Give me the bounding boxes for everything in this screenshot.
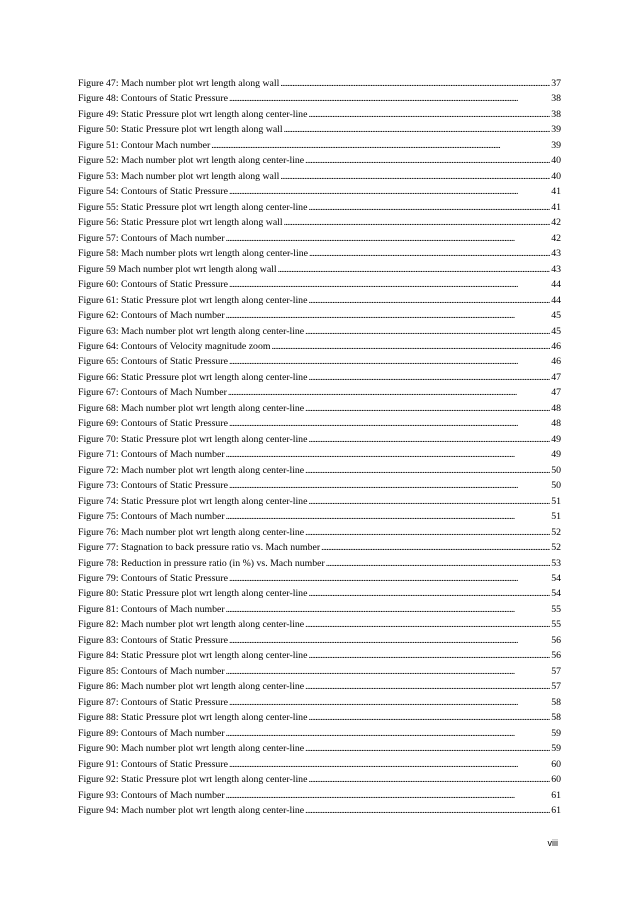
toc-entry-page: 42 [551,232,561,244]
toc-entry[interactable] [78,339,561,354]
toc-entry-label: Figure 89: Contours of Mach number [78,727,225,739]
toc-entry-page: 59 [551,743,561,755]
toc-entry[interactable] [78,757,561,772]
toc-entry-page: 58 [551,696,561,708]
toc-entry-page: 49 [551,433,561,445]
toc-entry-page: 53 [551,557,561,569]
toc-entry-label: Figure 75: Contours of Mach number [78,511,225,523]
dot-leader [284,215,551,230]
toc-entry[interactable] [78,122,561,137]
toc-entry-page: 48 [551,402,561,414]
toc-entry[interactable] [78,726,561,741]
dot-leader [321,540,550,555]
toc-entry[interactable] [78,463,561,478]
toc-entry[interactable] [78,710,561,725]
dot-leader [280,76,550,91]
toc-entry-page: 43 [551,263,561,275]
toc-entry-page: 51 [551,495,561,507]
dot-leader [226,602,551,617]
dot-leader [305,153,550,168]
toc-entry-label: Figure 83: Contours of Static Pressure [78,634,228,646]
toc-entry-label: Figure 55: Static Pressure plot wrt length along center-line [78,201,308,213]
toc-entry-label: Figure 65: Contours of Static Pressure [78,356,228,368]
toc-entry-label: Figure 54: Contours of Static Pressure [78,186,228,198]
toc-entry-label: Figure 94: Mach number plot wrt length along center-line [78,805,305,817]
dot-leader [229,571,550,586]
toc-entry-page: 52 [551,542,561,554]
dot-leader [308,494,550,509]
toc-entry-page: 43 [551,248,561,260]
dot-leader [226,664,551,679]
toc-entry[interactable] [78,664,561,679]
dot-leader [308,432,550,447]
dot-leader [284,122,551,137]
toc-entry-page: 37 [551,78,561,89]
toc-entry[interactable] [78,138,561,153]
dot-leader [226,726,551,741]
toc-entry-label: Figure 57: Contours of Mach number [78,232,225,244]
dot-leader [229,757,550,772]
toc-entry-label: Figure 56: Static Pressure plot wrt length along wall [78,217,283,229]
toc-entry[interactable] [78,648,561,663]
toc-entry-label: Figure 92: Static Pressure plot wrt length along center-line [78,774,308,786]
toc-entry[interactable] [78,602,561,617]
dot-leader [308,586,550,601]
toc-entry[interactable] [78,586,561,601]
toc-entry[interactable] [78,617,561,632]
dot-leader [229,695,550,710]
toc-entry[interactable] [78,324,561,339]
toc-entry-label: Figure 78: Reduction in pressure ratio (in %) vs. Mach number [78,557,325,569]
toc-entry[interactable] [78,293,561,308]
dot-leader [226,308,551,323]
dot-leader [305,463,550,478]
dot-leader [308,107,550,122]
dot-leader [280,169,550,184]
toc-entry-label: Figure 93: Contours of Mach number [78,789,225,801]
toc-entry-label: Figure 48: Contours of Static Pressure [78,93,228,105]
toc-entry-page: 55 [551,603,561,615]
toc-entry-page: 39 [551,124,561,136]
toc-entry-page: 54 [551,573,561,584]
dot-leader [229,416,550,431]
toc-entry[interactable] [78,246,561,261]
toc-entry-label: Figure 86: Mach number plot wrt length along center-line [78,681,305,693]
dot-leader [305,803,550,818]
toc-entry-label: Figure 76: Mach number plot wrt length along center-line [78,526,305,538]
toc-entry[interactable] [78,277,561,292]
toc-entry-page: 50 [551,480,561,492]
toc-entry[interactable] [78,633,561,648]
list-of-figures [78,76,561,819]
toc-entry-label: Figure 84: Static Pressure plot wrt length along center-line [78,650,308,662]
dot-leader [226,788,551,803]
toc-entry-label: Figure 53: Mach number plot wrt length along wall [78,170,280,182]
toc-entry-label: Figure 52: Mach number plot wrt length along center-line [78,155,305,167]
toc-entry-page: 61 [551,805,561,817]
toc-entry-page: 44 [551,294,561,306]
toc-entry-page: 45 [551,325,561,337]
toc-entry-page: 47 [551,387,561,399]
toc-entry-page: 54 [551,588,561,600]
toc-entry[interactable] [78,788,561,803]
toc-entry-page: 55 [551,619,561,631]
toc-entry-label: Figure 81: Contours of Mach number [78,603,225,615]
toc-entry-page: 59 [551,727,561,739]
toc-entry-page: 58 [551,712,561,724]
dot-leader [308,370,550,385]
dot-leader [229,478,550,493]
toc-entry-label: Figure 77: Stagnation to back pressure ratio vs. Mach number [78,542,321,554]
toc-entry[interactable] [78,540,561,555]
toc-entry[interactable] [78,153,561,168]
toc-entry[interactable] [78,803,561,818]
toc-entry[interactable] [78,169,561,184]
toc-entry-page: 56 [551,650,561,662]
dot-leader [305,525,550,540]
toc-entry-page: 51 [551,511,561,523]
dot-leader [305,324,550,339]
toc-entry[interactable] [78,525,561,540]
dot-leader [229,633,550,648]
dot-leader [305,741,550,756]
dot-leader [308,648,550,663]
toc-entry[interactable] [78,76,561,91]
toc-entry[interactable] [78,91,561,106]
toc-entry-label: Figure 50: Static Pressure plot wrt length along wall [78,124,283,136]
toc-entry-label: Figure 66: Static Pressure plot wrt length along center-line [78,371,308,383]
toc-entry[interactable] [78,231,561,246]
toc-entry-page: 56 [551,634,561,646]
toc-entry-label: Figure 91: Contours of Static Pressure [78,758,228,770]
dot-leader [229,277,550,292]
toc-entry[interactable] [78,215,561,230]
toc-entry-label: Figure 79: Contours of Static Pressure [78,573,228,584]
toc-entry-page: 40 [551,170,561,182]
toc-entry[interactable] [78,478,561,493]
dot-leader [308,710,550,725]
toc-entry-label: Figure 70: Static Pressure plot wrt length along center-line [78,433,308,445]
toc-entry-label: Figure 49: Static Pressure plot wrt length along center-line [78,108,308,120]
toc-entry[interactable] [78,509,561,524]
toc-entry-page: 40 [551,155,561,167]
dot-leader [271,339,550,354]
toc-entry[interactable] [78,370,561,385]
toc-entry[interactable] [78,432,561,447]
toc-entry-page: 41 [551,201,561,213]
toc-entry-label: Figure 62: Contours of Mach number [78,310,225,322]
dot-leader [305,617,550,632]
dot-leader [228,385,550,400]
dot-leader [226,447,551,462]
toc-entry-page: 60 [551,758,561,770]
toc-entry-page: 47 [551,371,561,383]
toc-entry[interactable] [78,447,561,462]
toc-entry[interactable] [78,308,561,323]
dot-leader [278,262,551,277]
toc-entry[interactable] [78,556,561,571]
dot-leader [229,91,550,106]
toc-entry-label: Figure 80: Static Pressure plot wrt length along center-line [78,588,308,600]
toc-entry-label: Figure 72: Mach number plot wrt length along center-line [78,464,305,476]
dot-leader [305,679,550,694]
toc-entry[interactable] [78,385,561,400]
toc-entry-page: 57 [551,665,561,677]
toc-entry-label: Figure 58: Mach number plots wrt length along center-line [78,248,308,260]
toc-entry-label: Figure 67: Contours of Mach Number [78,387,227,399]
toc-entry[interactable] [78,262,561,277]
toc-entry-label: Figure 63: Mach number plot wrt length along center-line [78,325,305,337]
toc-entry-page: 45 [551,310,561,322]
toc-entry-label: Figure 82: Mach number plot wrt length along center-line [78,619,305,631]
toc-entry-page: 52 [551,526,561,538]
toc-entry-label: Figure 74: Static Pressure plot wrt length along center-line [78,495,308,507]
toc-entry[interactable] [78,772,561,787]
toc-entry-label: Figure 88: Static Pressure plot wrt length along center-line [78,712,308,724]
dot-leader [305,401,550,416]
toc-entry-page: 57 [551,681,561,693]
dot-leader [229,354,550,369]
toc-entry-label: Figure 71: Contours of Mach number [78,449,225,461]
toc-entry-page: 39 [551,139,561,151]
toc-entry[interactable] [78,401,561,416]
toc-entry-page: 38 [551,108,561,120]
toc-entry-label: Figure 68: Mach number plot wrt length along center-line [78,402,305,414]
dot-leader [226,231,551,246]
toc-entry-page: 44 [551,279,561,291]
dot-leader [309,246,550,261]
toc-entry-label: Figure 51: Contour Mach number [78,139,211,151]
toc-entry-page: 61 [551,789,561,801]
toc-entry-label: Figure 85: Contours of Mach number [78,665,225,677]
toc-entry[interactable] [78,416,561,431]
toc-entry-label: Figure 90: Mach number plot wrt length along center-line [78,743,305,755]
dot-leader [229,184,550,199]
dot-leader [308,200,550,215]
toc-entry[interactable] [78,184,561,199]
toc-entry[interactable] [78,200,561,215]
toc-entry-label: Figure 73: Contours of Static Pressure [78,480,228,492]
dot-leader [226,509,551,524]
toc-entry-label: Figure 60: Contours of Static Pressure [78,279,228,291]
toc-entry-label: Figure 61: Static Pressure plot wrt length along center-line [78,294,308,306]
dot-leader [308,772,550,787]
toc-entry[interactable] [78,571,561,586]
toc-entry[interactable] [78,695,561,710]
toc-entry-label: Figure 59 Mach number plot wrt length along wall [78,263,277,275]
dot-leader [326,556,550,571]
dot-leader [308,293,550,308]
toc-entry-page: 49 [551,449,561,461]
toc-entry-label: Figure 64: Contours of Velocity magnitude zoom [78,340,271,352]
toc-entry-page: 46 [551,356,561,368]
toc-entry-page: 60 [551,774,561,786]
dot-leader [211,138,550,153]
toc-entry-page: 46 [551,340,561,352]
toc-entry-label: Figure 87: Contours of Static Pressure [78,696,228,708]
toc-entry-page: 50 [551,464,561,476]
toc-entry[interactable] [78,679,561,694]
toc-entry[interactable] [78,741,561,756]
toc-entry-label: Figure 47: Mach number plot wrt length along wall [78,78,280,89]
toc-entry[interactable] [78,107,561,122]
toc-entry[interactable] [78,354,561,369]
toc-entry-label: Figure 69: Contours of Static Pressure [78,418,228,430]
toc-entry-page: 48 [551,418,561,430]
page-number: viii [547,838,558,848]
toc-entry-page: 41 [551,186,561,198]
toc-entry-page: 42 [551,217,561,229]
toc-entry[interactable] [78,494,561,509]
toc-entry-page: 38 [551,93,561,105]
